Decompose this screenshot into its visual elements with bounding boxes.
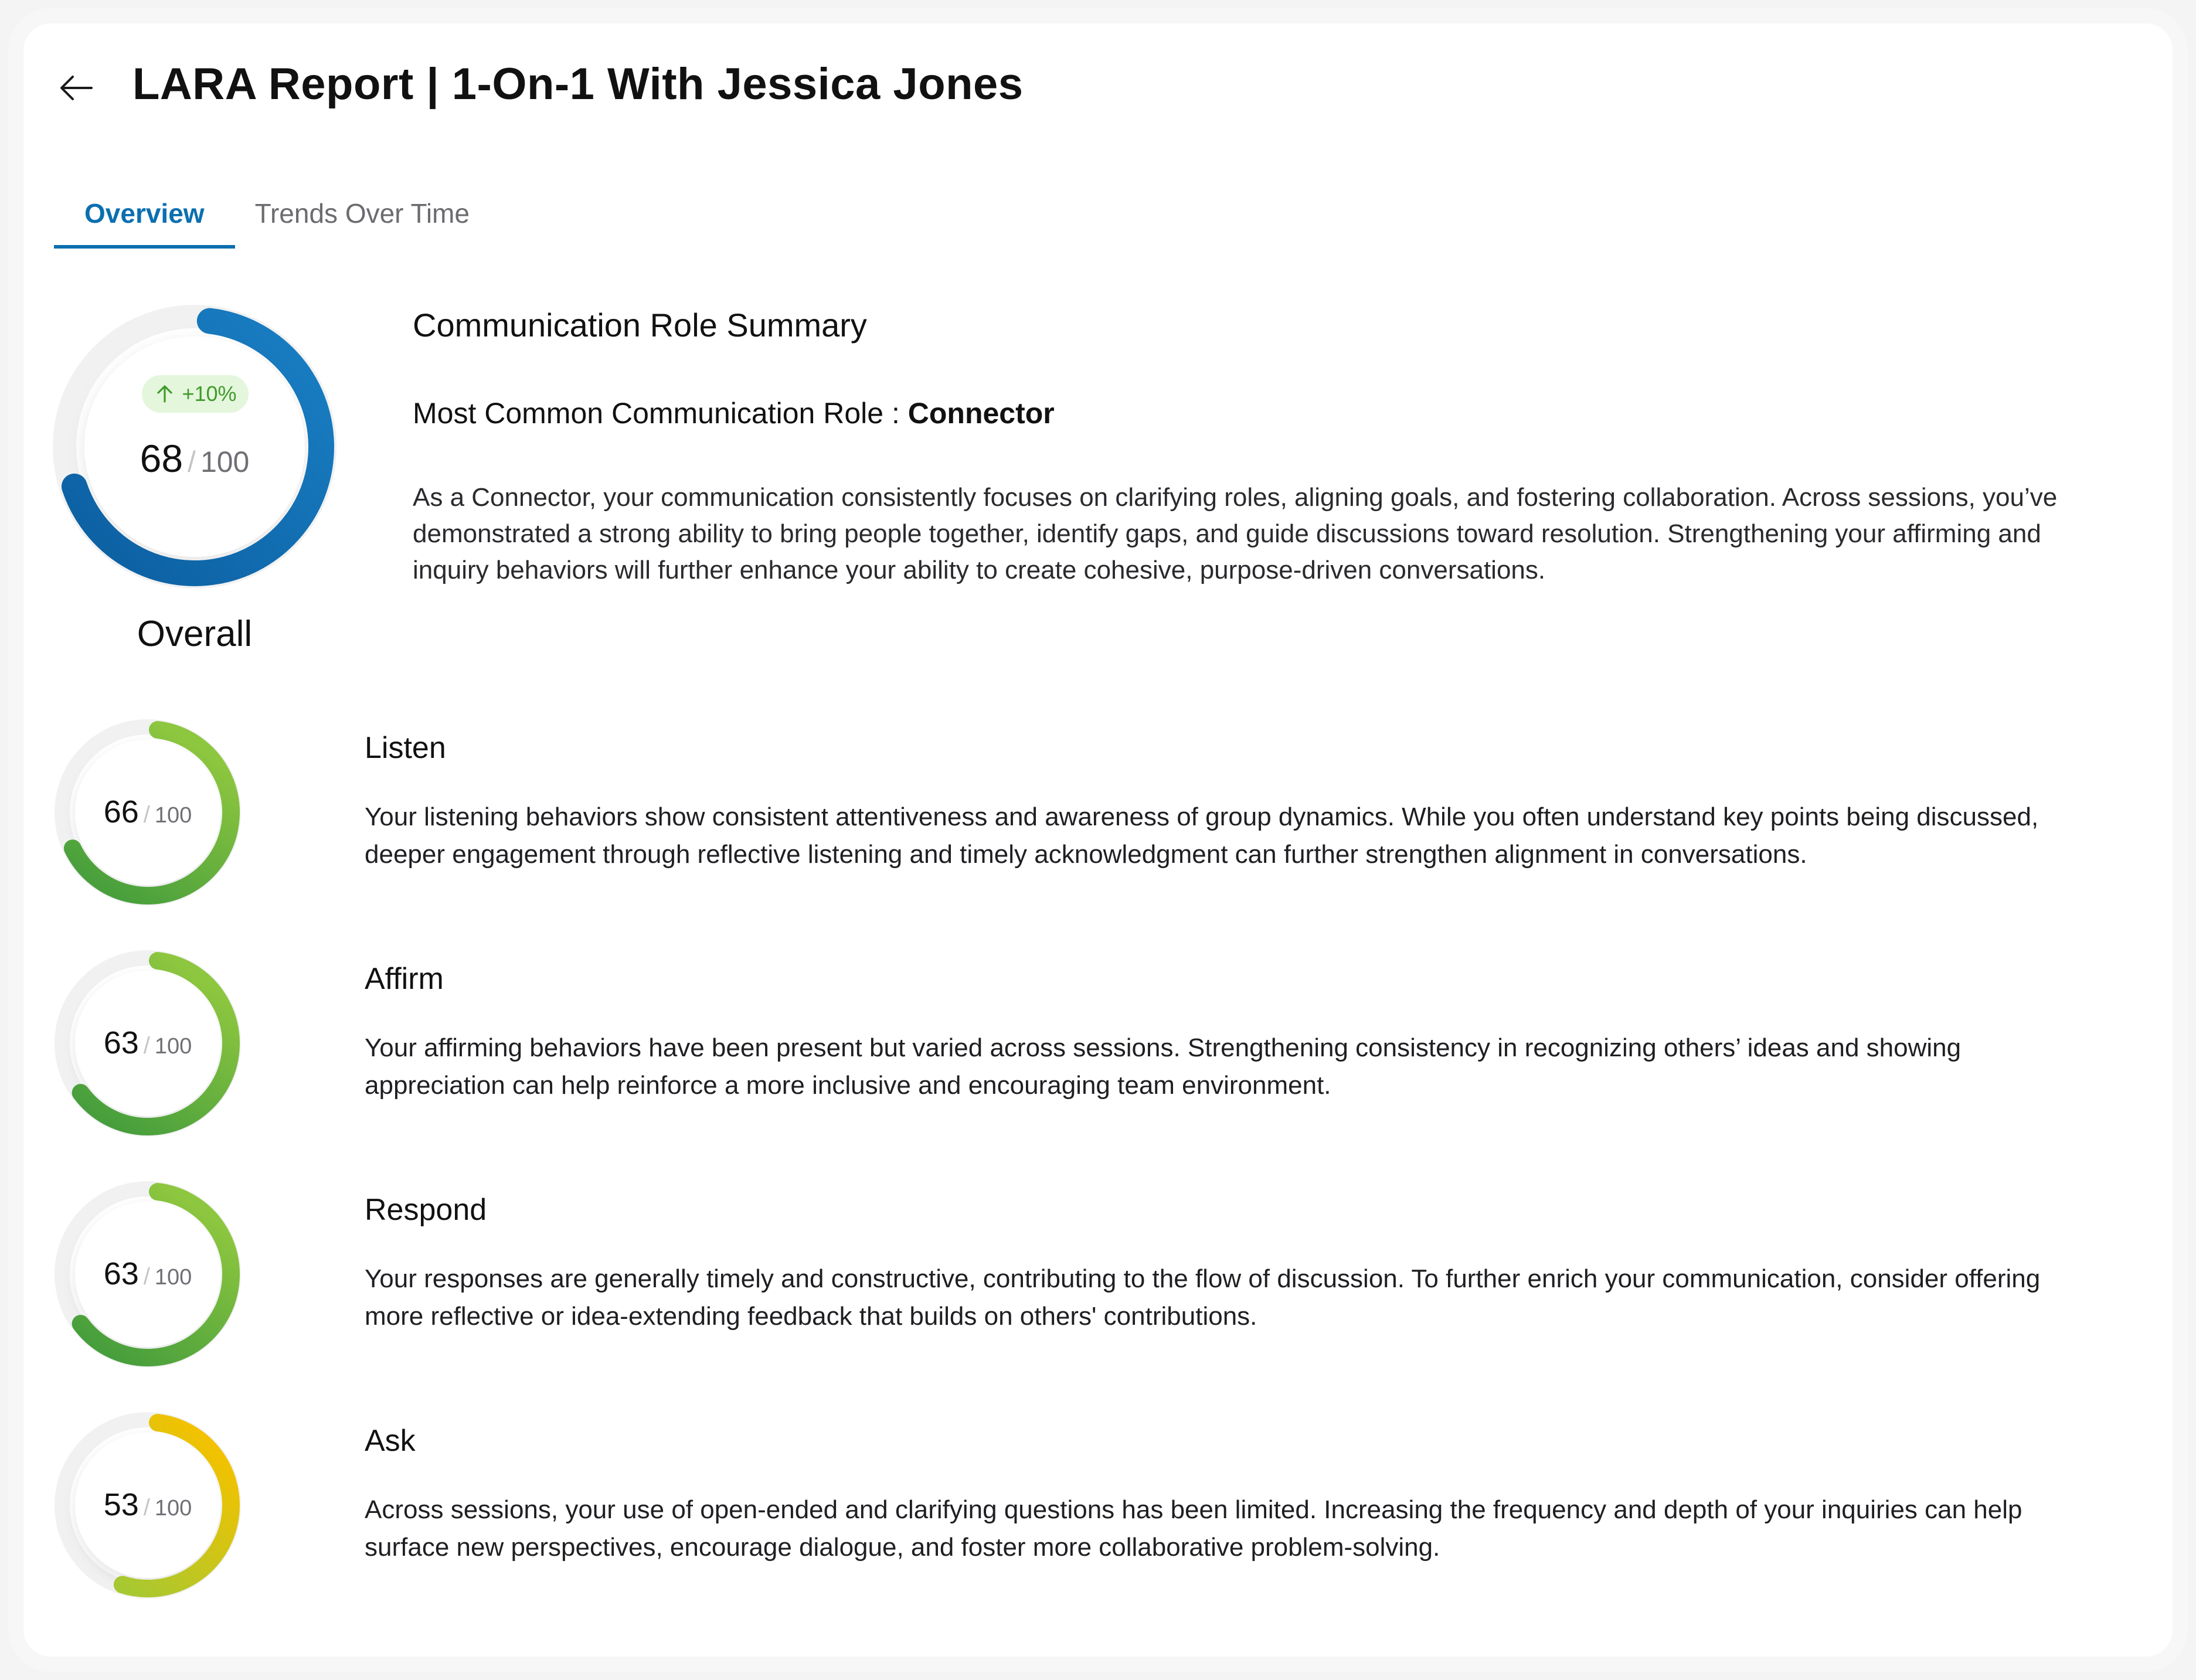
score-separator: /	[143, 1033, 150, 1059]
arrow-left-icon[interactable]	[57, 69, 95, 107]
ask-score-max: 100	[154, 1496, 192, 1521]
listen-score-value: 66	[103, 794, 139, 829]
summary-text: As a Connector, your communication consistently focuses on clarifying roles, aligning goals, and fostering collaboration. Across sessions, you’ve demonstrated a strong ability to bring people together, identify gaps, and guide discussions toward resolution. Strengthening your affirming and inquiry behaviors will further enhance your ability to create cohesive, purpose-driven conversations.	[413, 483, 2058, 584]
listen-score	[54, 794, 242, 830]
tab-bar	[54, 193, 500, 252]
affirm-description: Your affirming behaviors have been present but varied across sessions. Strengthening consistency in recognizing others’ ideas and showing appreciation can help reinforce a more inclusive and encouraging team environment.	[365, 1033, 1962, 1100]
affirm-score-max: 100	[154, 1034, 192, 1059]
affirm-score	[54, 1025, 242, 1061]
listen-score-gauge	[54, 719, 242, 906]
listen-title: Listen	[365, 731, 446, 765]
respond-title: Respond	[365, 1193, 487, 1227]
respond-score-max: 100	[154, 1265, 192, 1290]
affirm-score-value: 63	[103, 1025, 139, 1060]
ask-score	[54, 1487, 242, 1523]
overall-score-gauge	[54, 306, 335, 587]
listen-score-max: 100	[154, 803, 192, 828]
change-value: +10%	[182, 382, 237, 406]
ask-title: Ask	[365, 1424, 416, 1458]
respond-description: Your responses are generally timely and constructive, contributing to the flow of discussion. To further enrich your communication, consider offering more reflective or idea-extending feedback that builds on others' contributions.	[365, 1264, 2041, 1331]
ask-score-gauge	[54, 1412, 242, 1599]
respond-score-gauge	[54, 1181, 242, 1368]
overall-score-max: 100	[200, 445, 250, 478]
page-title: LARA Report | 1-On-1 With Jessica Jones	[132, 59, 1024, 109]
score-separator: /	[143, 1264, 150, 1290]
ask-description: Across sessions, your use of open-ended and clarifying questions has been limited. Increasing the frequency and depth of your inquiries can help surface new perspectives, encourage dialogue, and foster more collaborative problem-solving.	[365, 1495, 2022, 1562]
score-separator: /	[143, 1495, 150, 1521]
tab-overview[interactable]: Overview	[54, 193, 235, 249]
overall-score-value: 68	[140, 437, 183, 480]
affirm-score-gauge	[54, 950, 242, 1137]
change-badge	[142, 375, 249, 413]
respond-score-value: 63	[103, 1256, 139, 1291]
score-separator: /	[188, 445, 196, 478]
ask-score-value: 53	[103, 1487, 139, 1522]
score-separator: /	[143, 802, 150, 828]
role-line	[413, 396, 1055, 430]
affirm-title: Affirm	[365, 962, 444, 996]
overall-score	[54, 436, 335, 481]
role-prefix: Most Common Communication Role :	[413, 397, 900, 430]
role-value: Connector	[907, 397, 1055, 430]
listen-description: Your listening behaviors show consistent attentiveness and awareness of group dynamics. While you often understand key points being discussed, deeper engagement through reflective listening and timely acknowledgment can further strengthen alignment in conversations.	[365, 802, 2039, 869]
arrow-up-icon	[154, 383, 176, 405]
respond-score	[54, 1256, 242, 1292]
tab-trends-over-time[interactable]: Trends Over Time	[254, 198, 470, 229]
summary-heading: Communication Role Summary	[413, 307, 867, 344]
overall-label: Overall	[137, 614, 253, 654]
